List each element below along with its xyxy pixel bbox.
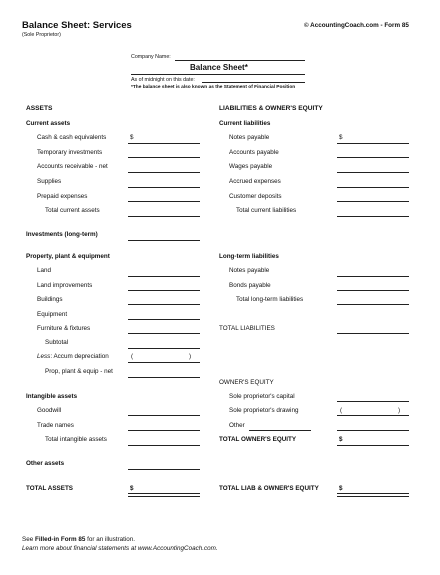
total-current-liabilities-field[interactable] [337, 216, 409, 217]
asset-prepaid-field[interactable] [128, 201, 200, 202]
asset-cash-field[interactable] [128, 143, 200, 144]
filled-in-form-link[interactable]: Filled-in Form 85 [34, 536, 86, 543]
lt-notes-field[interactable] [337, 276, 409, 277]
intangible-goodwill-label: Goodwill [37, 407, 62, 414]
close-paren: ) [189, 353, 192, 360]
equity-capital-field[interactable] [337, 401, 409, 402]
ppe-land-improvements-field[interactable] [128, 290, 200, 291]
date-field[interactable] [202, 82, 305, 83]
ppe-land-label: Land [37, 267, 52, 274]
intangible-label: Intangible assets [26, 393, 78, 400]
ppe-net-label: Prop, plant & equip - net [45, 368, 113, 375]
liabilities-heading: LIABILITIES & OWNER'S EQUITY [219, 105, 323, 112]
liab-wages-field[interactable] [337, 172, 409, 173]
total-liabilities-field[interactable] [337, 333, 409, 334]
total-current-liabilities-label: Total current liabilities [236, 207, 297, 214]
asset-supplies-field[interactable] [128, 187, 200, 188]
company-name-label: Company Name: [131, 54, 171, 60]
total-current-assets-label: Total current assets [45, 207, 100, 214]
liab-accrued-label: Accrued expenses [229, 178, 281, 185]
dollar-sign: $ [339, 485, 343, 492]
total-current-assets-field[interactable] [128, 216, 200, 217]
total-assets-field[interactable] [128, 493, 200, 497]
open-paren: ( [131, 353, 134, 360]
liab-wages-label: Wages payable [229, 163, 273, 170]
accum-depreciation-field[interactable] [128, 362, 200, 363]
ppe-net-field[interactable] [128, 377, 200, 378]
ppe-furniture-label: Furniture & fixtures [37, 325, 91, 332]
company-name-field[interactable] [175, 60, 305, 61]
footer-learn-more: Learn more about financial statements at www.AccountingCoach.com. [22, 545, 218, 552]
dollar-sign: $ [339, 436, 343, 443]
liab-accrued-field[interactable] [337, 187, 409, 188]
total-long-term-label: Total long-term liabilities [236, 296, 304, 303]
current-assets-label: Current assets [26, 120, 71, 127]
balance-sheet-title: Balance Sheet* [190, 63, 248, 72]
other-assets-label: Other assets [26, 460, 65, 467]
statement-note: *The balance sheet is also known as the Statement of Financial Position [131, 85, 296, 90]
footer-illustration-note [22, 536, 135, 543]
ppe-subtotal-field[interactable] [128, 348, 200, 349]
page-subtitle: (Sole Proprietor) [22, 32, 61, 38]
footer-suffix: for an illustration. [85, 536, 136, 543]
equity-drawing-field[interactable] [337, 415, 409, 416]
total-equity-field[interactable] [337, 445, 409, 446]
accum-depreciation-text: : Accum depreciation [50, 353, 109, 360]
total-liab-equity-field[interactable] [337, 493, 409, 497]
date-label: As of midnight on this date: [131, 77, 195, 83]
equity-capital-label: Sole proprietor's capital [229, 393, 295, 400]
lt-bonds-field[interactable] [337, 290, 409, 291]
total-intangible-field[interactable] [128, 445, 200, 446]
equity-other-field[interactable] [337, 430, 409, 431]
open-paren: ( [340, 407, 343, 414]
total-assets-label: TOTAL ASSETS [26, 485, 73, 492]
less-word: Less [37, 353, 51, 360]
lt-bonds-label: Bonds payable [229, 282, 271, 289]
liab-accounts-label: Accounts payable [229, 149, 279, 156]
ppe-land-field[interactable] [128, 276, 200, 277]
page-title: Balance Sheet: Services [22, 20, 132, 31]
footer-prefix: See [22, 536, 35, 543]
title-rule [131, 74, 305, 75]
assets-heading: ASSETS [26, 105, 53, 112]
ppe-land-improvements-label: Land improvements [37, 282, 93, 289]
close-paren: ) [398, 407, 401, 414]
investments-field[interactable] [128, 240, 200, 241]
total-liab-equity-label: TOTAL LIAB & OWNER'S EQUITY [219, 485, 319, 492]
ppe-label: Property, plant & equipment [26, 253, 110, 260]
total-long-term-field[interactable] [337, 304, 409, 305]
ppe-equipment-label: Equipment [37, 311, 68, 318]
total-liabilities-label: TOTAL LIABILITIES [219, 325, 275, 332]
dollar-sign: $ [130, 485, 134, 492]
lt-notes-label: Notes payable [229, 267, 270, 274]
asset-receivable-field[interactable] [128, 172, 200, 173]
ppe-subtotal-label: Subtotal [45, 339, 69, 346]
equity-other-name-field[interactable] [249, 430, 311, 431]
dollar-sign: $ [130, 134, 134, 141]
asset-receivable-label: Accounts receivable - net [37, 163, 108, 170]
liab-notes-field[interactable] [337, 143, 409, 144]
form-source: © AccountingCoach.com - Form 85 [304, 22, 409, 29]
owners-equity-label: OWNER'S EQUITY [219, 379, 274, 386]
asset-temp-investments-label: Temporary investments [37, 149, 103, 156]
ppe-buildings-label: Buildings [37, 296, 63, 303]
total-intangible-label: Total intangible assets [45, 436, 107, 443]
asset-cash-label: Cash & cash equivalents [37, 134, 107, 141]
equity-other-label: Other [229, 422, 245, 429]
liab-notes-label: Notes payable [229, 134, 270, 141]
liab-accounts-field[interactable] [337, 157, 409, 158]
asset-prepaid-label: Prepaid expenses [37, 193, 88, 200]
other-assets-field[interactable] [128, 469, 200, 470]
liab-deposits-label: Customer deposits [229, 193, 282, 200]
intangible-trade-names-label: Trade names [37, 422, 74, 429]
investments-label: Investments (long-term) [26, 231, 98, 238]
accum-depreciation-label [37, 353, 109, 360]
intangible-trade-names-field[interactable] [128, 430, 200, 431]
ppe-equipment-field[interactable] [128, 319, 200, 320]
intangible-goodwill-field[interactable] [128, 415, 200, 416]
total-equity-label: TOTAL OWNER'S EQUITY [219, 436, 297, 443]
dollar-sign: $ [339, 134, 343, 141]
asset-temp-investments-field[interactable] [128, 157, 200, 158]
ppe-furniture-field[interactable] [128, 333, 200, 334]
equity-drawing-label: Sole proprietor's drawing [229, 407, 299, 414]
asset-supplies-label: Supplies [37, 178, 62, 185]
long-term-liabilities-label: Long-term liabilities [219, 253, 279, 260]
current-liabilities-label: Current liabilities [219, 120, 271, 127]
ppe-buildings-field[interactable] [128, 304, 200, 305]
liab-deposits-field[interactable] [337, 201, 409, 202]
